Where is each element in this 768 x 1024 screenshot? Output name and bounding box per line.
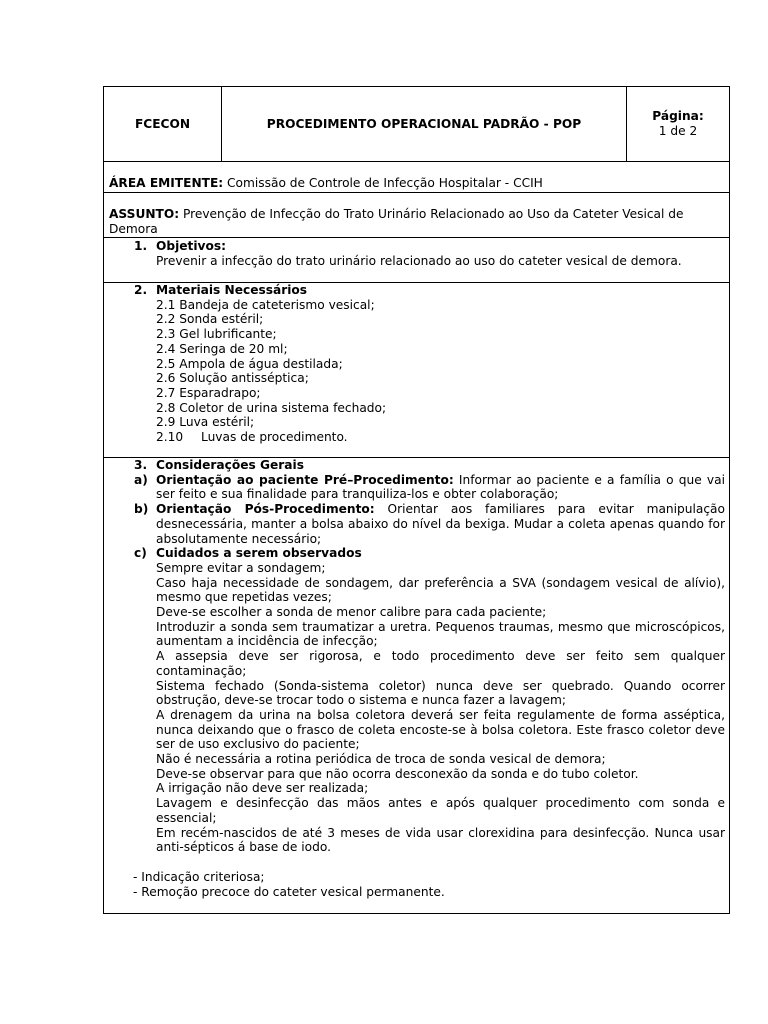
materiais-section (104, 283, 729, 458)
list-item (104, 342, 729, 357)
area-emitente-row (104, 162, 729, 193)
page-number: 1 de 2 (658, 124, 698, 138)
cuidado-item: A assepsia deve ser rigorosa, e todo procedimento deve ser feito sem qualquer contaminação; (156, 649, 725, 678)
cuidado-item: Sistema fechado (Sonda-sistema coletor) nunca deve ser quebrado. Quando ocorrer obstrução, deve-se trocar todo o sistema e nunca fazer a lavagem; (156, 678, 725, 708)
list-item (104, 327, 729, 342)
item-text: Coletor de urina sistema fechado; (179, 400, 387, 415)
section-number: 3. (134, 458, 148, 472)
list-item (104, 386, 729, 401)
cuidado-item: Em recém-nascidos de até 3 meses de vida usar clorexidina para desinfecção. Nunca usar anti-sépticos á base de iodo. (156, 825, 725, 855)
note-item: - Remoção precoce do cateter vesical permanente. (133, 884, 445, 899)
section-heading (104, 458, 729, 473)
page-cell (627, 87, 729, 161)
item-number: 2.4 (156, 341, 176, 356)
cuidado-item: Caso haja necessidade de sondagem, dar preferência a SVA (sondagem vesical de alívio), mesmo que repetidas vezes; (156, 575, 725, 605)
section-title: Considerações Gerais (156, 458, 304, 472)
subsection-letter: b) (134, 502, 149, 517)
item-number: 2.2 (156, 312, 176, 327)
objetivos-section (104, 238, 729, 283)
list-item (104, 401, 729, 416)
cuidado-item: Lavagem e desinfecção das mãos antes e após qualquer procedimento com sonda e essencial; (156, 796, 725, 825)
subsection-a (104, 473, 729, 502)
subsection-letter: a) (134, 472, 148, 487)
item-number: 2.7 (156, 385, 176, 400)
item-number: 2.10 (156, 430, 184, 445)
subsection-label: Orientação ao paciente Pré–Procedimento: (156, 472, 454, 487)
item-text: Ampola de água destilada; (179, 356, 343, 371)
section-title: Objetivos: (156, 239, 226, 253)
subsection-b (104, 502, 729, 546)
area-value: Comissão de Controle de Infecção Hospitalar - CCIH (227, 176, 543, 190)
list-item (104, 357, 729, 372)
subsection-letter: c) (134, 546, 147, 561)
section-number: 1. (134, 239, 148, 253)
assunto-label: ASSUNTO: (109, 207, 180, 221)
cuidado-item: Deve-se observar para que não ocorra desconexão da sonda e do tubo coletor. (156, 766, 639, 781)
subsection-body (156, 502, 729, 546)
document-title: PROCEDIMENTO OPERACIONAL PADRÃO - POP (266, 116, 582, 131)
item-number: 2.9 (156, 415, 176, 430)
spacer (104, 855, 729, 870)
list-item (104, 371, 729, 386)
cuidado-item: Sempre evitar a sondagem; (156, 560, 326, 575)
pop-document (103, 86, 730, 914)
list-item (104, 415, 729, 430)
subsection-body (156, 473, 729, 502)
section-title: Materiais Necessários (156, 283, 308, 297)
cuidado-item: A irrigação não deve ser realizada; (156, 781, 369, 796)
org-cell (104, 87, 222, 161)
item-text: Luvas de procedimento. (201, 430, 348, 445)
item-number: 2.8 (156, 400, 176, 415)
title-cell (222, 87, 627, 161)
page-label: Página: (652, 109, 704, 124)
item-number: 2.5 (156, 356, 176, 371)
cuidado-item: Deve-se escolher a sonda de menor calibre para cada paciente; (156, 605, 547, 620)
consideracoes-section (104, 458, 729, 913)
subsection-label: Orientação Pós-Procedimento: (156, 502, 375, 517)
subsection-text: Informar ao paciente e a família o que vai ser feito e sua finalidade para tranquiliza-los e obter colaboração; (156, 472, 725, 502)
assunto-value: Prevenção de Infecção do Trato Urinário Relacionado ao Uso da Cateter Vesical de Demora (109, 207, 684, 236)
subsection-c (104, 546, 729, 561)
item-text: Seringa de 20 ml; (179, 341, 288, 356)
item-number: 2.6 (156, 371, 176, 386)
section-number: 2. (134, 283, 148, 297)
section-heading (104, 239, 729, 254)
subsection-text: Orientar aos familiares para evitar manipulação desnecessária, manter a bolsa abaixo do nível da bexiga. Mudar a coleta apenas quando for absolutamente necessário; (156, 502, 725, 546)
org-name: FCECON (134, 116, 191, 131)
area-label: ÁREA EMITENTE: (109, 176, 224, 190)
objetivos-text: Prevenir a infecção do trato urinário relacionado ao uso do cateter vesical de demora. (156, 253, 682, 268)
item-text: Gel lubrificante; (179, 327, 277, 342)
note-item: - Indicação criteriosa; (133, 869, 265, 884)
subsection-label: Cuidados a serem observados (156, 546, 362, 561)
list-item (104, 298, 729, 313)
list-item (104, 430, 729, 445)
list-item (104, 312, 729, 327)
cuidado-item: A drenagem da urina na bolsa coletora deverá ser feita regulamente de forma asséptica, nunca deixando que o frasco de coleta encoste-se à bolsa coletora. Este frasco coletor deve ser de uso exclusivo do paciente; (156, 707, 725, 752)
document-header (104, 87, 729, 162)
item-text: Esparadrapo; (179, 385, 261, 400)
cuidado-item: Não é necessária a rotina periódica de troca de sonda vesical de demora; (156, 752, 606, 767)
cuidado-item: Introduzir a sonda sem traumatizar a uretra. Pequenos traumas, mesmo que microscópicos, aumentam a incidência de infecção; (156, 619, 725, 649)
item-text: Bandeja de cateterismo vesical; (179, 297, 375, 312)
item-number: 2.1 (156, 297, 176, 312)
item-text: Solução antisséptica; (179, 371, 309, 386)
item-text: Sonda estéril; (179, 312, 264, 327)
item-text: Luva estéril; (179, 415, 255, 430)
item-number: 2.3 (156, 327, 176, 342)
assunto-row (104, 193, 729, 238)
section-heading (104, 283, 729, 298)
